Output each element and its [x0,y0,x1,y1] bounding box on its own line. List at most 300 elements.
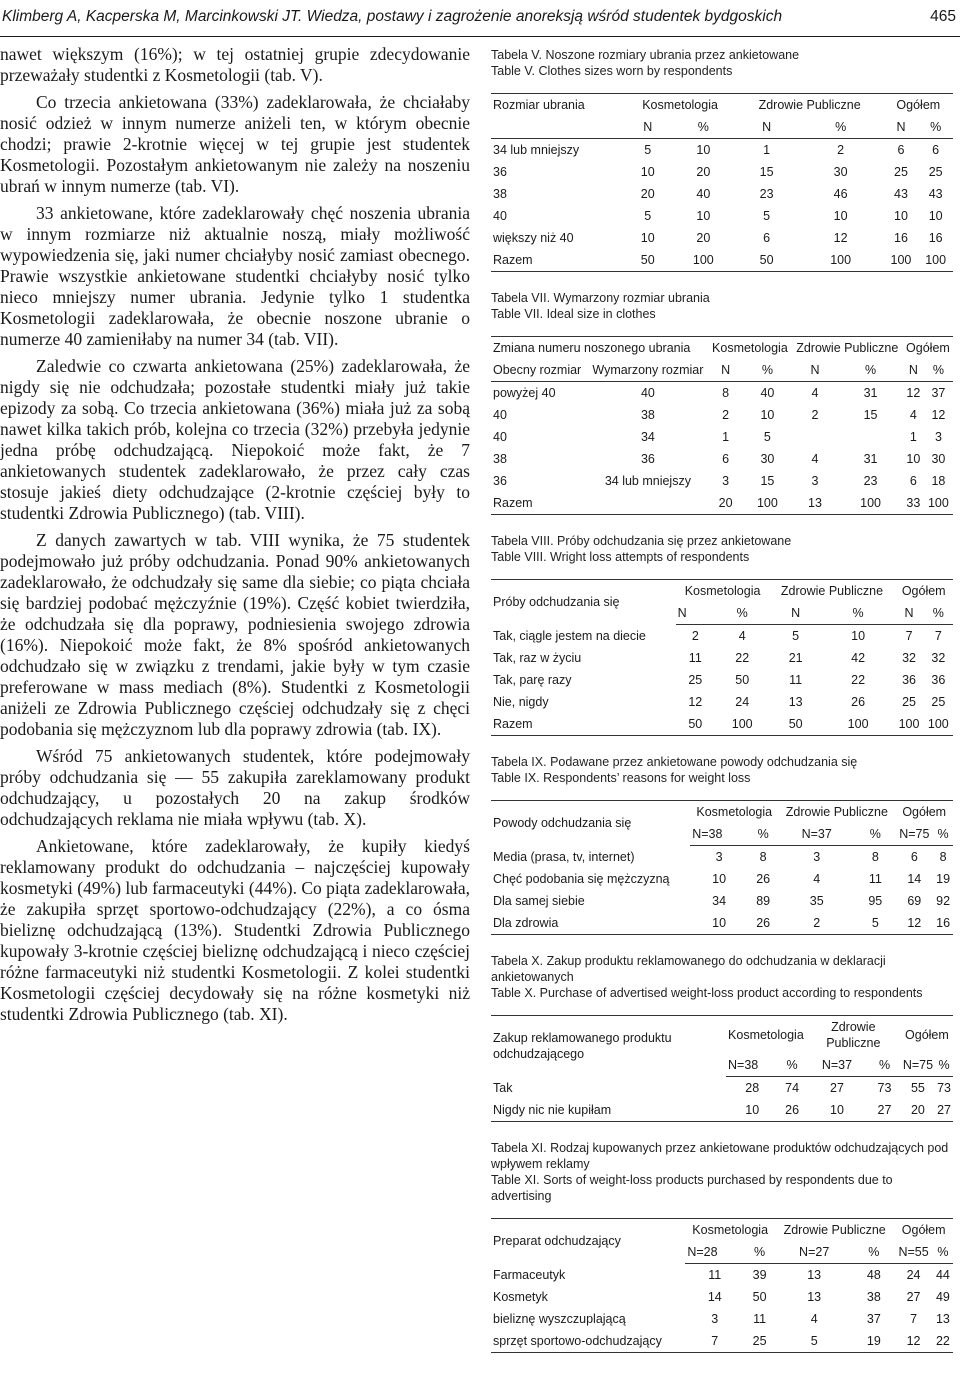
column-header: % [933,1241,953,1264]
table-cell: 30 [760,452,775,466]
table-cell: 2 [837,143,845,157]
table-cell [792,426,839,448]
column-header: N=28 [685,1241,744,1264]
table-cell: 31 [863,452,878,466]
table-cell: 10 [928,209,943,223]
table-cell: 69 [907,894,922,908]
table-cell: 42 [851,651,866,665]
table-cell: 22 [933,1330,953,1353]
table-cell: 12 [894,1330,932,1353]
table-cell: 32 [931,651,946,665]
table-row [491,1308,953,1330]
column-header: % [778,1054,805,1077]
table-cell: 1 [763,143,771,157]
table-cell: 7 [685,1330,744,1353]
table-cell [588,492,709,515]
table-cell: 14 [707,1290,722,1304]
column-header: Kosmetologia [690,801,778,824]
table-cell: 50 [676,713,715,736]
table-row [491,227,953,249]
table-cell: 40 [760,386,775,400]
table-cell: 7 [910,1312,918,1326]
column-header: % [798,116,884,139]
table-cell: 15 [863,408,878,422]
table-cell: 4 [811,386,819,400]
row-label: Nie, nigdy [493,695,549,709]
row-label: Chęć podobania się mężczyzną [493,872,670,886]
table-cell: 4 [811,452,819,466]
paragraph: Z danych zawartych w tab. VIII wynika, że 75 studentek podejmowało już próby odchudzania. Ponad 90% ankietowanych zadeklarowało, że odchudzały się same dla siebie; co piąta chciała się bardziej podobać mężczyźnie (19%). Część kobiet twierdziła, że odchudzała się dla poprawy, podniesienia swojego zdrowia (16%). Niepokoić może fakt, że 8% spośród ankietowanych odchudzało się w związku z trendami, jakie były w tym czasie preferowane w mass mediach (8%). Studentki z Kosmetologii aniżeli ze Zdrowia Publicznego częściej odchudzały się z chęci podobania się mężczyznom lub dla poprawy zdrowia (tab. IX). [0,530,470,739]
table-cell: 40 [640,386,655,400]
row-label: Media (prasa, tv, internet) [493,849,635,864]
running-title: Klimberg A, Kacperska M, Marcinkowski JT. Wiedza, postawy i zagrożenie anoreksją wśród studentek bydgoskich [2,8,783,25]
row-label: sprzęt sportowo-odchudzający [491,1330,685,1353]
table-cell: 38 [640,408,655,422]
table-cell: 100 [894,713,923,736]
table-cell: 49 [935,1290,950,1304]
paragraph: 33 ankietowane, które zadeklarowały chęć noszenia ubrania w innym rozmiarze niż aktualnie noszą, miały możliwość wypowiedzenia się, jaki numer chciałyby nosić zamiast obecnego. Prawie wszystkie ankietowane studentki chciałyby nosić tylko nieco mniejszy numer ubrania. Jedynie tylko 1 studentka Kosmetologii zadeklarowała, że obecnie noszone ubranie o numerze 40 zamieniłaby na numer 34 (tab. VII). [0,203,470,349]
table-cell: 10 [806,1099,868,1122]
table-row [491,912,953,935]
row-label: Dla zdrowia [491,912,690,935]
table-row [491,1264,953,1287]
column-header: % [715,602,770,625]
table-row [491,183,953,205]
column-header: N [676,602,715,625]
table-row [491,249,953,272]
table-caption-pl: Tabela X. Zakup produktu reklamowanego do odchudzania w deklaracji ankietowanych [491,954,886,984]
table-cell: 33 [903,492,924,515]
table-row [491,205,953,227]
row-label: Kosmetyk [493,1290,548,1304]
table-cell: 10 [833,209,848,223]
table-cell: 5 [775,1330,853,1353]
column-header: % [868,1054,901,1077]
table-cell: 3 [934,430,942,444]
column-header: Wymarzony rozmiar [588,359,709,382]
table-cell: 2 [811,408,819,422]
table-cell: 26 [756,872,771,886]
column-header: Zdrowie Publiczne [792,337,903,360]
table-cell: 10 [851,629,866,643]
table-cell: 12 [931,408,946,422]
table-cell: 44 [935,1268,950,1282]
table-cell: 5 [792,629,800,643]
table-cell: 10 [712,872,727,886]
column-header: Ogółem [903,337,953,360]
table-row [491,691,953,713]
table-cell: 8 [871,850,879,864]
table-cell: 20 [696,231,711,245]
table-cell: 13 [807,1290,822,1304]
table-weight-loss-attempts [491,579,953,736]
column-header: N=75 [901,1054,935,1077]
table-ideal-size [491,336,953,515]
column-header: Preparat odchudzający [491,1219,685,1264]
tables-column [491,47,953,1353]
table-cell: 18 [931,474,946,488]
table-cell: 1 [722,430,730,444]
table-cell: 27 [906,1290,921,1304]
table-cell: 10 [640,165,655,179]
table-weight-loss-reasons [491,800,953,935]
table-cell: 74 [785,1081,800,1095]
table-cell: 2 [691,629,699,643]
table-cell: 23 [759,187,774,201]
table-row [491,492,953,515]
table-row [491,426,953,448]
table-cell: 73 [937,1081,951,1095]
column-header: % [744,1241,775,1264]
table-clothes-sizes [491,93,953,272]
row-label: powyżej 40 [493,386,556,400]
table-row [491,890,953,912]
table-cell: 34 lub mniejszy [604,474,691,488]
table-cell: 100 [671,249,736,272]
table-cell: 15 [760,474,775,488]
table-cell: 10 [726,1099,778,1122]
table-cell: 10 [690,912,748,935]
table-cell: 10 [894,209,908,223]
body-text-column [0,44,470,1031]
table-cell: 39 [752,1268,767,1282]
table-cell: 95 [868,894,883,908]
column-header: N=55 [894,1241,932,1264]
table-cell: 22 [851,673,866,687]
table-cell: 13 [807,1268,822,1282]
row-label: Razem [491,492,588,515]
row-label: 36 [493,165,507,179]
table-cell: 5 [763,430,771,444]
table-cell: 35 [809,894,824,908]
column-header: % [743,359,792,382]
table-cell: 27 [935,1099,953,1122]
table-cell: 37 [931,386,946,400]
column-header: Zdrowie Publiczne [806,1016,901,1055]
table-cell: 43 [894,187,908,201]
table-product-types [491,1218,953,1353]
table-row [491,846,953,869]
table-cell: 34 [712,894,727,908]
table-cell: 16 [933,912,953,935]
table-cell: 11 [789,673,803,687]
table-cell: 100 [798,249,884,272]
column-header: Obecny rozmiar [491,359,588,382]
column-header: N=37 [806,1054,868,1077]
column-header: Kosmetologia [726,1016,806,1055]
row-label: większy niż 40 [493,231,574,245]
column-header: Ogółem [895,801,953,824]
column-header: Ogółem [901,1016,953,1055]
table-cell: 6 [722,452,730,466]
table-caption-pl: Tabela IX. Podawane przez ankietowane powody odchudzania się [491,755,858,769]
row-label: Razem [491,249,624,272]
column-header: N=38 [726,1054,778,1077]
table-cell: 3 [813,850,821,864]
table-caption-en: Table VII. Ideal size in clothes [491,307,656,321]
table-cell: 19 [853,1330,894,1353]
table-cell: 13 [935,1312,950,1326]
row-label: Razem [491,713,676,736]
table-cell: 100 [918,249,953,272]
table-cell: 15 [759,165,774,179]
table-cell: 6 [910,850,918,864]
column-header: % [748,823,778,846]
row-label: Dla samej siebie [493,894,585,908]
table-cell [838,426,903,448]
table-row [491,1330,953,1353]
table-advertised-product-purchase [491,1015,953,1122]
table-cell: 10 [696,143,711,157]
table-cell: 4 [909,408,917,422]
running-header [0,0,960,37]
table-cell: 21 [788,651,803,665]
row-label: 38 [493,187,507,201]
table-cell: 5 [644,209,652,223]
table-cell: 50 [736,249,798,272]
table-caption-en: Table IX. Respondents’ reasons for weight loss [491,771,751,785]
column-header: Ogółem [894,1219,953,1242]
table-cell: 11 [688,651,702,665]
row-label: Nigdy nic nie kupiłam [491,1099,726,1122]
table-cell: 30 [931,452,946,466]
table-cell: 32 [902,651,916,665]
column-header: N=38 [690,823,748,846]
column-header: Zmiana numeru noszonego ubrania [491,337,708,360]
column-header: % [671,116,736,139]
column-header: % [918,116,953,139]
table-cell: 23 [863,474,878,488]
table-cell: 20 [708,492,743,515]
page-number: 465 [930,8,956,25]
row-label: bieliznę wyszczuplającą [493,1312,626,1326]
column-header: Ogółem [884,94,953,117]
column-header: % [933,823,953,846]
table-caption-en: Table V. Clothes sizes worn by respondents [491,64,733,78]
paragraph: nawet większym (16%); w tej ostatniej grupie zdecydowanie przeważały studentki z Kosmetologii (tab. V). [0,44,470,85]
table-cell: 50 [735,673,750,687]
table-row [491,625,953,648]
table-cell: 4 [738,629,746,643]
column-header: Kosmetologia [685,1219,775,1242]
row-label: Tak, raz w życiu [493,651,582,665]
row-label: 40 [493,430,507,444]
column-header: Zdrowie Publiczne [736,94,884,117]
table-row [491,1077,953,1100]
column-header: N=75 [895,823,933,846]
table-cell: 89 [756,894,771,908]
table-cell: 55 [910,1081,925,1095]
table-cell: 10 [760,408,775,422]
table-cell: 28 [745,1081,760,1095]
column-header: Powody odchudzania się [491,801,690,846]
table-row [491,669,953,691]
table-cell: 3 [711,1312,719,1326]
table-cell: 5 [763,209,771,223]
column-header: N=37 [778,823,855,846]
row-label: 36 [493,474,507,488]
table-cell: 37 [866,1312,881,1326]
table-cell: 12 [688,695,703,709]
row-label: Farmaceutyk [493,1267,566,1282]
table-cell: 30 [833,165,848,179]
table-cell: 27 [868,1099,901,1122]
table-cell: 2 [778,912,855,935]
row-label: Tak, ciągle jestem na diecie [493,628,646,643]
column-header: N [894,602,923,625]
table-cell: 6 [763,231,771,245]
table-cell: 3 [722,474,730,488]
table-cell: 5 [644,143,652,157]
table-cell: 22 [735,651,750,665]
table-cell: 11 [868,872,882,886]
column-header: Zdrowie Publiczne [775,1219,894,1242]
table-caption-en: Table X. Purchase of advertised weight-loss product according to respondents [491,986,923,1000]
table-cell: 25 [744,1330,775,1353]
table-cell: 26 [778,1099,805,1122]
table-cell: 12 [906,386,921,400]
table-cell: 26 [748,912,778,935]
table-row [491,382,953,405]
table-cell: 2 [722,408,730,422]
table-cell: 10 [696,209,711,223]
column-header: Kosmetologia [624,94,735,117]
table-cell: 25 [902,695,916,709]
column-header: % [853,1241,894,1264]
table-row [491,139,953,162]
paragraph: Wśród 75 ankietowanych studentek, które podejmowały próby odchudzania się — 55 zakupiła zareklamowany produkt odchudzający, u pozostałych 20 na zakup środków odchudzających reklama nie miała wpływu (tab. X). [0,746,470,829]
table-cell: 10 [906,452,921,466]
table-caption-pl: Tabela XI. Rodzaj kupowanych przez ankietowane produktów odchudzających pod wpływem reklamy [491,1141,949,1171]
column-header: % [838,359,903,382]
column-header: Rozmiar ubrania [491,94,624,117]
row-label: 34 lub mniejszy [493,143,580,157]
paragraph: Zaledwie co czwarta ankietowana (25%) zadeklarowała, że nigdy się nie odchudzała; pozostałe studentki miały już takie epizody za sobą. Co trzecia ankietowana (36%) miała już za sobą nawet kilka takich prób, kolejna co trzecia (32%) przebyła jedynie jedna próbę odchudzającą. Niepokoić może fakt, że 7 ankietowanych studentek zadeklarowało, że przez cały czas stosuje jakieś diety odchudzające (2-krotnie częściej były to studentki Zdrowia Publicznego) (tab. VIII). [0,356,470,523]
table-cell: 27 [830,1081,844,1095]
table-cell: 24 [906,1268,921,1282]
column-header: Zdrowie Publiczne [770,580,895,603]
column-header: Próby odchudzania się [491,580,676,625]
table-body [491,382,953,515]
table-body [491,1077,953,1122]
column-header: N [736,116,798,139]
table-cell: 13 [788,695,803,709]
column-header: Ogółem [894,580,953,603]
table-cell: 100 [743,492,792,515]
table-row [491,470,953,492]
table-row [491,448,953,470]
table-cell: 16 [894,231,908,245]
table-cell: 50 [624,249,671,272]
table-caption-pl: Tabela VII. Wymarzony rozmiar ubrania [491,291,710,305]
table-cell: 100 [838,492,903,515]
table-body [491,846,953,935]
table-cell: 7 [905,629,913,643]
table-cell: 12 [895,912,933,935]
table-cell: 5 [855,912,895,935]
table-cell: 26 [851,695,866,709]
table-row [491,161,953,183]
table-cell: 34 [640,430,655,444]
table-cell: 11 [708,1268,722,1282]
table-row [491,1099,953,1122]
table-cell: 25 [928,165,943,179]
table-cell: 14 [907,872,922,886]
table-cell: 4 [810,1312,818,1326]
table-cell: 100 [884,249,919,272]
table-row [491,713,953,736]
table-caption-en: Table XI. Sorts of weight-loss products purchased by respondents due to advertising [491,1173,893,1203]
table-cell: 40 [696,187,711,201]
table-cell: 43 [928,187,943,201]
table-cell: 6 [909,474,917,488]
table-cell: 25 [894,165,908,179]
table-cell: 8 [759,850,767,864]
table-row [491,404,953,426]
table-cell: 36 [640,452,655,466]
table-caption-en: Table VIII. Wright loss attempts of respondents [491,550,750,564]
column-header: N [792,359,839,382]
table-cell: 11 [753,1312,767,1326]
table-cell: 20 [901,1099,935,1122]
table-cell: 50 [770,713,822,736]
column-header: % [924,602,953,625]
table-cell: 48 [866,1268,881,1282]
column-header: N [903,359,924,382]
paragraph: Co trzecia ankietowana (33%) zadeklarowała, że chciałaby nosić odzież w innym numerze aniżeli ten, w którym obecnie chodzi; prawie 2-krotnie więcej w tej grupie jest studentek Kosmetologii. Pozostałym ankietowanym nie zależy na noszeniu ubrań w innym numerze (tab. VI). [0,92,470,196]
column-header: Kosmetologia [676,580,770,603]
table-cell: 100 [924,492,953,515]
table-caption-pl: Tabela VIII. Próby odchudzania się przez ankietowane [491,534,792,548]
column-header: Kosmetologia [708,337,792,360]
row-label: Tak, parę razy [493,673,572,687]
column-header: % [924,359,953,382]
column-header: % [822,602,895,625]
table-cell: 36 [931,673,946,687]
table-cell: 19 [936,872,951,886]
table-row [491,1286,953,1308]
table-cell: 10 [640,231,655,245]
table-cell: 8 [722,386,730,400]
column-header: N [624,116,671,139]
table-cell: 31 [863,386,878,400]
column-header: N [770,602,822,625]
table-cell: 50 [752,1290,767,1304]
table-row [491,647,953,669]
table-cell: 36 [902,673,916,687]
table-body [491,625,953,736]
column-header: % [935,1054,953,1077]
table-cell: 4 [813,872,821,886]
table-cell: 100 [715,713,770,736]
table-cell: 46 [833,187,848,201]
table-cell: 24 [735,695,750,709]
table-cell: 73 [877,1081,892,1095]
table-cell: 100 [924,713,953,736]
table-caption-pl: Tabela V. Noszone rozmiary ubrania przez ankietowane [491,48,800,62]
table-cell: 1 [909,430,917,444]
table-cell: 3 [715,850,723,864]
table-cell: 25 [688,673,703,687]
column-header: % [855,823,895,846]
column-header: Zakup reklamowanego produktu odchudzającego [491,1016,726,1077]
table-cell: 6 [897,143,905,157]
table-cell: 3 [811,474,819,488]
table-cell: 100 [822,713,895,736]
column-header: N=27 [775,1241,853,1264]
table-cell: 12 [833,231,848,245]
row-label: 38 [493,452,507,466]
